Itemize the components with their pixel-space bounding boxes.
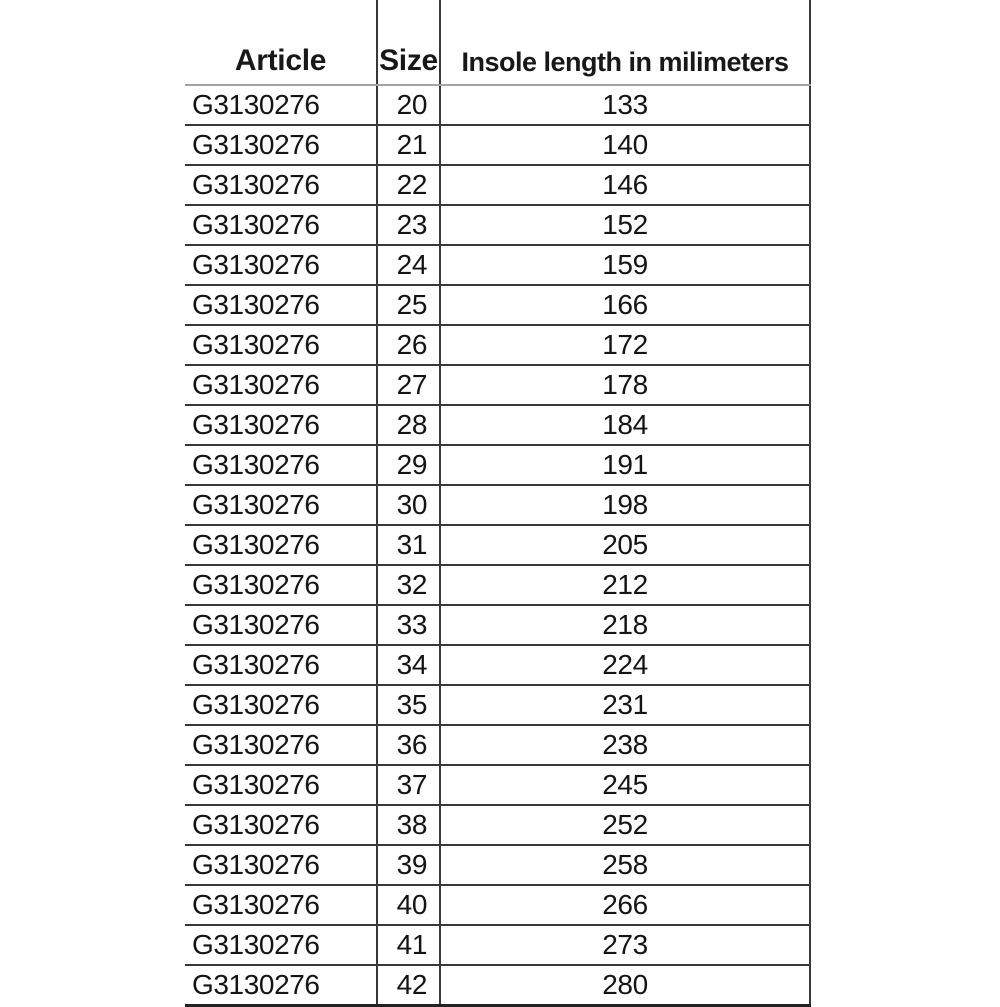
insole-length-cell: 166 — [440, 285, 810, 325]
table-row — [185, 365, 810, 405]
insole-length-cell: 159 — [440, 245, 810, 285]
article-cell: G3130276 — [185, 285, 377, 325]
size-cell: 38 — [377, 805, 440, 845]
insole-length-cell: 191 — [440, 445, 810, 485]
insole-length-cell: 205 — [440, 525, 810, 565]
table-row — [185, 565, 810, 605]
size-cell: 37 — [377, 765, 440, 805]
article-cell: G3130276 — [185, 485, 377, 525]
spreadsheet-crop — [185, 0, 810, 1007]
article-cell: G3130276 — [185, 765, 377, 805]
table-row — [185, 965, 810, 1006]
table-row — [185, 845, 810, 885]
insole-length-cell: 238 — [440, 725, 810, 765]
insole-length-cell: 231 — [440, 685, 810, 725]
insole-length-cell: 146 — [440, 165, 810, 205]
size-cell: 33 — [377, 605, 440, 645]
size-cell: 24 — [377, 245, 440, 285]
article-cell: G3130276 — [185, 205, 377, 245]
article-cell: G3130276 — [185, 645, 377, 685]
size-cell: 21 — [377, 125, 440, 165]
insole-length-cell: 273 — [440, 925, 810, 965]
insole-length-cell: 184 — [440, 405, 810, 445]
table-row — [185, 445, 810, 485]
size-cell: 26 — [377, 325, 440, 365]
insole-length-cell: 218 — [440, 605, 810, 645]
table-row — [185, 685, 810, 725]
size-cell: 42 — [377, 965, 440, 1006]
table-row — [185, 125, 810, 165]
size-chart-table — [185, 0, 811, 1007]
article-cell: G3130276 — [185, 365, 377, 405]
table-row — [185, 85, 810, 125]
table-row — [185, 765, 810, 805]
article-cell: G3130276 — [185, 525, 377, 565]
table-row — [185, 325, 810, 365]
article-cell: G3130276 — [185, 965, 377, 1006]
size-cell: 32 — [377, 565, 440, 605]
article-cell: G3130276 — [185, 885, 377, 925]
insole-length-cell: 266 — [440, 885, 810, 925]
size-cell: 29 — [377, 445, 440, 485]
size-cell: 20 — [377, 85, 440, 125]
size-cell: 28 — [377, 405, 440, 445]
table-row — [185, 245, 810, 285]
table-row — [185, 525, 810, 565]
table-row — [185, 285, 810, 325]
insole-length-cell: 133 — [440, 85, 810, 125]
table-row — [185, 885, 810, 925]
article-cell: G3130276 — [185, 325, 377, 365]
insole-length-cell: 252 — [440, 805, 810, 845]
size-cell: 41 — [377, 925, 440, 965]
table-row — [185, 805, 810, 845]
size-cell: 23 — [377, 205, 440, 245]
table-row — [185, 725, 810, 765]
insole-length-cell: 140 — [440, 125, 810, 165]
article-cell: G3130276 — [185, 605, 377, 645]
size-cell: 39 — [377, 845, 440, 885]
insole-length-cell: 258 — [440, 845, 810, 885]
insole-length-cell: 172 — [440, 325, 810, 365]
insole-length-cell: 178 — [440, 365, 810, 405]
table-body — [185, 85, 810, 1006]
size-cell: 34 — [377, 645, 440, 685]
insole-length-cell: 212 — [440, 565, 810, 605]
size-cell: 35 — [377, 685, 440, 725]
header-row — [185, 0, 810, 85]
article-cell: G3130276 — [185, 845, 377, 885]
article-cell: G3130276 — [185, 85, 377, 125]
article-cell: G3130276 — [185, 805, 377, 845]
size-cell: 36 — [377, 725, 440, 765]
table-row — [185, 165, 810, 205]
article-cell: G3130276 — [185, 445, 377, 485]
table-row — [185, 205, 810, 245]
size-cell: 27 — [377, 365, 440, 405]
table-row — [185, 605, 810, 645]
insole-length-cell: 245 — [440, 765, 810, 805]
size-cell: 30 — [377, 485, 440, 525]
article-cell: G3130276 — [185, 405, 377, 445]
insole-length-cell: 280 — [440, 965, 810, 1006]
size-cell: 25 — [377, 285, 440, 325]
insole-length-cell: 198 — [440, 485, 810, 525]
article-cell: G3130276 — [185, 685, 377, 725]
size-cell: 31 — [377, 525, 440, 565]
size-cell: 40 — [377, 885, 440, 925]
article-cell: G3130276 — [185, 125, 377, 165]
article-cell: G3130276 — [185, 925, 377, 965]
table-row — [185, 925, 810, 965]
article-cell: G3130276 — [185, 565, 377, 605]
table-row — [185, 485, 810, 525]
table-row — [185, 645, 810, 685]
column-header-insole-length: Insole length in milimeters — [440, 0, 810, 85]
size-cell: 22 — [377, 165, 440, 205]
article-cell: G3130276 — [185, 245, 377, 285]
column-header-article: Article — [185, 0, 377, 85]
article-cell: G3130276 — [185, 165, 377, 205]
column-header-size: Size — [377, 0, 440, 85]
insole-length-cell: 152 — [440, 205, 810, 245]
insole-length-cell: 224 — [440, 645, 810, 685]
table-row — [185, 405, 810, 445]
article-cell: G3130276 — [185, 725, 377, 765]
